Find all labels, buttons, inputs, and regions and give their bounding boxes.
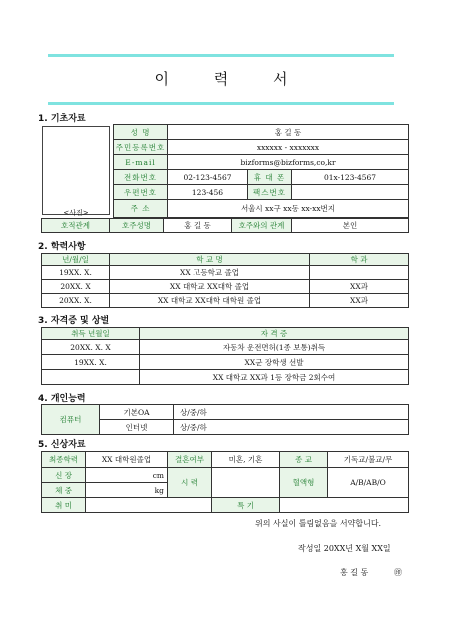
blood-label: 혈액형 [280,468,328,498]
weight-label: 체 중 [42,483,86,498]
address-label: 주 소 [114,200,168,218]
height-value[interactable]: cm [86,468,168,483]
education-table [41,253,409,308]
license-header-date: 취득 년월일 [42,328,140,340]
personal-table [41,451,409,513]
sight-value[interactable] [212,468,280,498]
blood-value[interactable]: A/B/AB/O [328,468,409,498]
sight-label: 시 력 [168,468,212,498]
page-title: 이 력 서 [154,70,308,88]
table-row-date[interactable]: 20XX. X. [42,294,110,308]
license-table [41,327,409,385]
fax-label: 팩스번호 [248,185,292,200]
hobby-value[interactable] [86,498,212,513]
title-top-rule [48,54,394,57]
table-row-school[interactable]: XX 고등학교 졸업 [110,266,310,280]
id-value[interactable]: xxxxxx - xxxxxxx [168,140,409,155]
address-value[interactable]: 서울시 xx구 xx동 xx-xx번지 [168,200,409,218]
marriage-value[interactable]: 미혼, 기혼 [212,452,280,468]
ability-name: 인터넷 [100,420,174,435]
license-header-item: 자 격 증 [140,328,409,340]
table-row-date[interactable]: 19XX. X. [42,266,110,280]
computer-label: 컴퓨터 [42,405,100,435]
title-bottom-rule [48,102,394,105]
edu-header-school: 학 교 명 [110,254,310,266]
family-table [41,218,409,233]
final-edu-label: 최종학력 [42,452,86,468]
section-personal-heading: 5. 신상자료 [38,440,86,450]
email-value[interactable]: bizforms@bizforms,co,kr [168,155,409,170]
religion-label: 종 교 [280,452,328,468]
section-ability-heading: 4. 개인능력 [38,394,86,404]
table-row-item[interactable]: 자동차 운전면허(1종 보통)취득 [140,340,409,355]
mobile-value[interactable]: 01x-123-4567 [292,170,409,185]
section-basic-heading: 1. 기초자료 [38,114,86,124]
ability-name: 기본OA [100,405,174,420]
email-label: E-mail [114,155,168,170]
zip-value[interactable]: 123-456 [168,185,248,200]
mobile-label: 휴 대 폰 [248,170,292,185]
title-block [48,54,394,109]
table-row-school[interactable]: XX 대학교 XX대학 졸업 [110,280,310,294]
phone-label: 전화번호 [114,170,168,185]
id-label: 주민등록번호 [114,140,168,155]
hobby-label: 취 미 [42,498,86,513]
table-row-item[interactable]: XX 대학교 XX과 1등 장학금 2회수여 [140,370,409,385]
table-row-item[interactable]: XX군 장학생 선발 [140,355,409,370]
table-row-major[interactable]: XX과 [310,280,409,294]
religion-value[interactable]: 기독교/불교/무 [328,452,409,468]
final-edu-value[interactable]: XX 대학원졸업 [86,452,168,468]
head-label: 호주성명 [110,219,164,233]
seal-mark: ㊞ [394,568,402,577]
name-label: 성 명 [114,125,168,140]
section-education-heading: 2. 학력사항 [38,242,86,252]
signer-name: 홍 길 동 [340,568,369,577]
fax-value[interactable] [292,185,409,200]
family-label: 호적관계 [42,219,110,233]
ability-table [41,404,409,435]
table-row-date[interactable] [42,370,140,385]
table-row-major[interactable] [310,266,409,280]
table-row-date[interactable]: 19XX. X. [42,355,140,370]
section-license-heading: 3. 자격증 및 상벌 [38,316,110,326]
basic-info-table [113,124,409,218]
relation-value[interactable]: 본인 [292,219,409,233]
edu-header-date: 년/월/일 [42,254,110,266]
edu-header-major: 학 과 [310,254,409,266]
statement-text: 위의 사실이 틀림없음을 서약합니다. [255,519,382,528]
table-row-major[interactable]: XX과 [310,294,409,308]
table-row-date[interactable]: 20XX. X. X [42,340,140,355]
photo-placeholder[interactable] [42,126,110,215]
ability-level[interactable]: 상/중/하 [174,405,409,420]
height-label: 신 장 [42,468,86,483]
marriage-label: 결혼여부 [168,452,212,468]
zip-label: 우편번호 [114,185,168,200]
table-row-school[interactable]: XX 대학교 XX대학 대학원 졸업 [110,294,310,308]
name-value[interactable]: 홍 길 동 [168,125,409,140]
skill-label: 특 기 [212,498,280,513]
ability-level[interactable]: 상/중/하 [174,420,409,435]
weight-value[interactable]: kg [86,483,168,498]
relation-label: 호주와의 관계 [232,219,292,233]
phone-value[interactable]: 02-123-4567 [168,170,248,185]
photo-caption: <사진> [63,209,89,217]
written-date: 작성일 20XX년 X월 XX일 [298,544,391,553]
skill-value[interactable] [280,498,409,513]
table-row-date[interactable]: 20XX. X [42,280,110,294]
head-value[interactable]: 홍 길 동 [164,219,232,233]
